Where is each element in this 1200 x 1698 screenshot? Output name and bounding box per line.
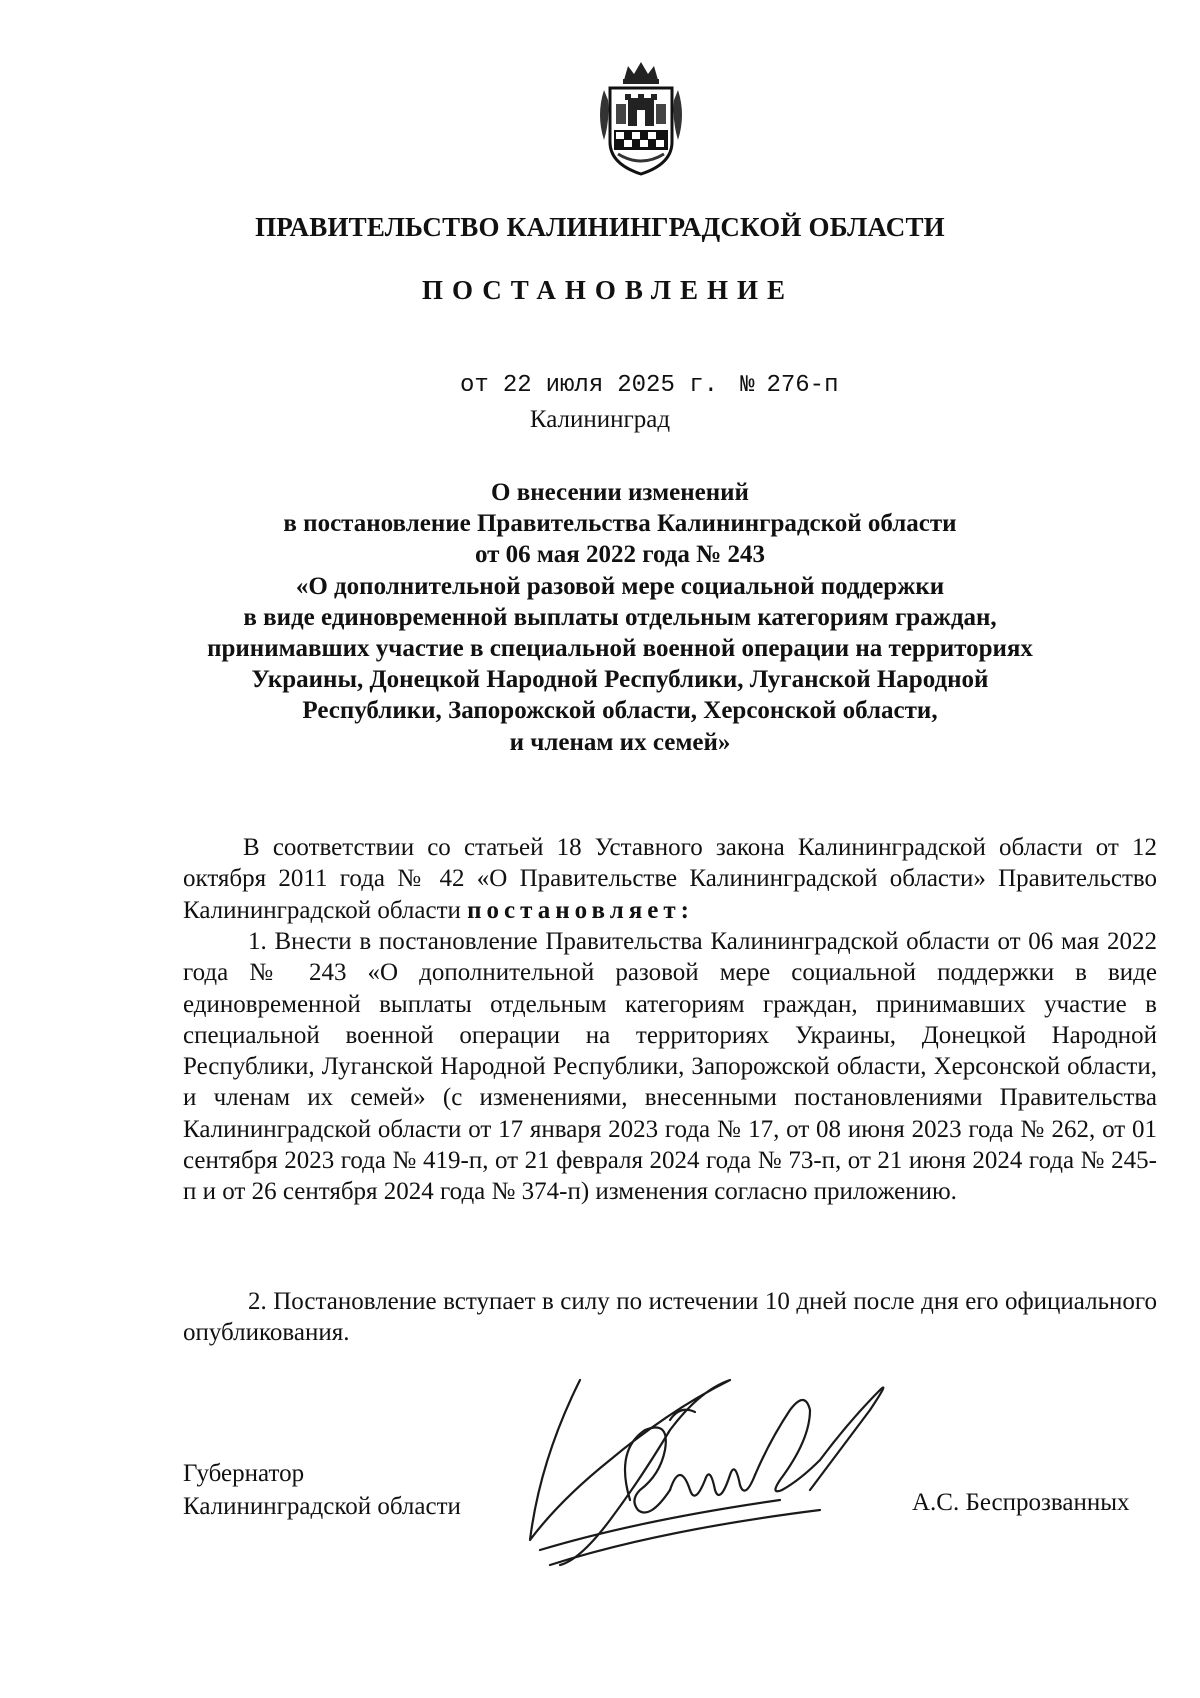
coat-of-arms-icon (594, 60, 688, 178)
title-line: Украины, Донецкой Народной Республики, Луганской Народной (251, 666, 989, 694)
item-2-paragraph: 2. Постановление вступает в силу по истечении 10 дней после дня его официального опубликования. (183, 1288, 1157, 1347)
preamble-text: В соответствии со статьей 18 Уставного закона Калининградской области от 12 октября 2011 года № 42 «О Правительстве Калининградской области» Правительство Калининградской области (183, 834, 1157, 924)
position-line-2: Калининградской области (183, 1493, 461, 1520)
decree-word: постановляет: (467, 896, 694, 924)
date-prefix: от (460, 372, 489, 399)
organization-heading: ПРАВИТЕЛЬСТВО КАЛИНИНГРАДСКОЙ ОБЛАСТИ (255, 212, 945, 242)
date-number-line (460, 372, 838, 399)
title-line: в виде единовременной выплаты отдельным категориям граждан, (243, 603, 997, 631)
document-number: 276-п (766, 372, 839, 399)
handwritten-signature (520, 1350, 910, 1580)
document-type-heading: ПОСТАНОВЛЕНИЕ (421, 275, 795, 305)
city: Калининград (529, 406, 671, 433)
title-line: от 06 мая 2022 года № 243 (474, 541, 766, 569)
title-line: О внесении изменений (491, 479, 749, 506)
signatory-position (183, 1457, 461, 1523)
title-line: Республики, Запорожской области, Херсонской области, (302, 697, 938, 725)
item-1-paragraph: 1. Внести в постановление Правительства Калининградской области от 06 мая 2022 года № 243 «О дополнительной разовой мере социальной поддержки в виде единовременной выплаты отдельным категориям граждан, принимавших участие в специальной военной операции на территориях Украины, Донецкой Народной Республики, Луганской Народной Республики, Запорожской области, Херсонской области, и членам их семей» (с изменениями, внесенными постановлениями Правительства Калининградской области от 17 января 2023 года № 17, от 08 июня 2023 года № 262, от 01 сентября 2023 года № 419-п, от 21 февраля 2024 года № 73-п, от 21 июня 2024 года № 245-п и от 26 сентября 2024 года № 374-п) изменения согласно приложению. (183, 928, 1157, 1206)
preamble-paragraph (183, 832, 1157, 926)
title-line: и членам их семей» (509, 728, 731, 756)
title-line: принимавших участие в специальной военной операции на территориях (207, 635, 1033, 663)
date-year: 2025 г. (617, 372, 719, 399)
date-month: июля (545, 372, 604, 399)
document-title (160, 477, 1080, 758)
signatory-name: А.С. Беспрозванных (912, 1489, 1130, 1516)
title-line: «О дополнительной разовой мере социальной поддержки (295, 572, 945, 600)
number-sign: № (740, 372, 755, 399)
title-line: в постановление Правительства Калининградской области (283, 510, 957, 538)
position-line-1: Губернатор (183, 1460, 305, 1487)
date-day: 22 (502, 372, 532, 399)
